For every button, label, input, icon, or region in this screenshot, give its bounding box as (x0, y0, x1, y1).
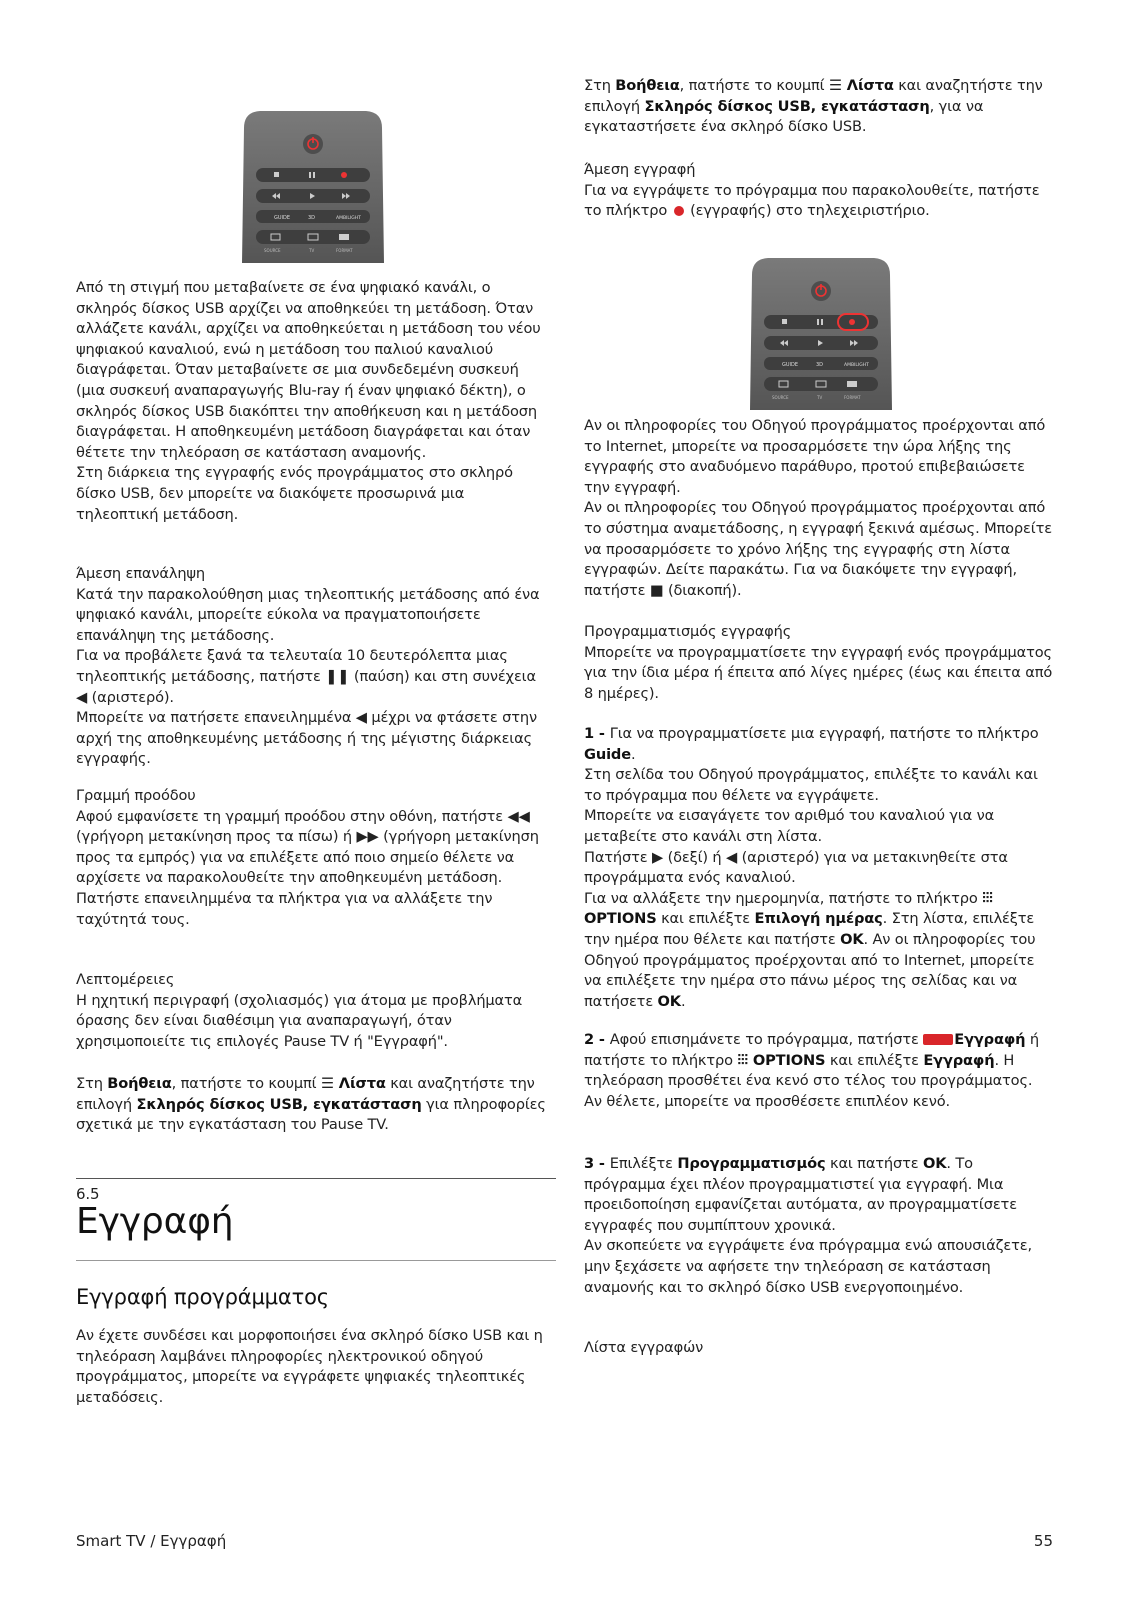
step-1-paragraph-5 (584, 889, 1054, 1013)
text-run: και επιλέξτε (825, 1051, 924, 1069)
details-block (76, 970, 546, 1052)
text-run: Πατήστε (584, 848, 652, 866)
text-run: και αναζητήστε την επιλογή (76, 1075, 535, 1113)
instant-replay-paragraph-3 (76, 708, 546, 770)
intro-paragraph: Από τη στιγμή που μεταβαίνετε σε ένα ψηφιακό κανάλι, ο σκληρός δίσκος USB αρχίζει να αποθηκεύει τη μετάδοση. Όταν αλλάζετε κανάλι, αρχίζει να αποθηκεύεται η μετάδοση του νέου ψηφιακού καναλιού, ενώ η μετάδοση του παλιού καναλιού διαγράφεται. Όταν μεταβαίνετε σε μια συνδεδεμένη συσκευή (μια συσκευή αναπαραγωγής Blu-ray ή έναν ψηφιακό δέκτη), ο σκληρός δίσκος USB διακόπτει την αποθήκευση και η μετάδοση διαγράφεται. Η αποθηκευμένη μετάδοση διαγράφεται και όταν θέτετε την τηλεόραση σε κατάσταση αναμονής. (76, 279, 541, 461)
options-key-label: OPTIONS (584, 910, 657, 928)
section-rule (76, 1178, 556, 1179)
stop-icon: ■ (649, 581, 664, 599)
record-option-label: Εγγραφή (923, 1051, 995, 1069)
step-3-paragraph (584, 1154, 1054, 1236)
text-run: και αναζητήστε την επιλογή (584, 77, 1043, 115)
progress-bar-paragraph (76, 807, 546, 931)
text-run: Αφού εμφανίσετε τη γραμμή προόδου στην οθόνη, πατήστε (76, 807, 508, 825)
text-run: . (994, 1051, 999, 1069)
details-title: Λεπτομέρειες (76, 971, 175, 988)
guide-info-block (584, 416, 1054, 601)
step-number: 2 - (584, 1031, 610, 1048)
text-run: (δεξί) ή (663, 848, 727, 866)
details-paragraph: Η ηχητική περιγραφή (σχολιασμός) για άτομα με προβλήματα όρασης δεν είναι διαθέσιμη για αναπαραγωγή, όταν χρησιμοποιείτε τις επιλογές Pause TV ή "Εγγραφή". (76, 991, 523, 1050)
guide-key-label: Guide (584, 745, 631, 763)
remote-guide-label: GUIDE (274, 215, 291, 221)
remote-guide-label: GUIDE (782, 362, 799, 368)
step-2-block (584, 1030, 1054, 1112)
text-run: (διακοπή). (663, 581, 742, 599)
options-key-label: OPTIONS (752, 1051, 826, 1069)
recordings-list-block (584, 1338, 1054, 1359)
schedule-paragraph: Μπορείτε να προγραμματίσετε την εγγραφή ενός προγράμματος για την ίδια μέρα ή έπειτα από λίγες ημέρες (έως και έπειτα από 8 ημέρες). (584, 643, 1053, 702)
usb-install-link: Σκληρός δίσκος USB, εγκατάσταση (644, 97, 930, 115)
select-day-label: Επιλογή ημέρας (754, 910, 883, 928)
text-run: (αριστερό) για να μετακινηθείτε στα προγράμματα ενός καναλιού. (584, 848, 1008, 887)
text-run: και επιλέξτε (656, 910, 755, 928)
ok-key-label: OK (923, 1155, 947, 1172)
intro-paragraph-2: Στη διάρκεια της εγγραφής ενός προγράμματος στο σκληρό δίσκο USB, δεν μπορείτε να διακόψετε προσωρινά μια τηλεοπτική μετάδοση. (76, 464, 513, 523)
guide-info-paragraph-1: Αν οι πληροφορίες του Οδηγού προγράμματος προέρχονται από το Internet, μπορείτε να προσαρμόσετε την ώρα λήξης της εγγραφής στο αναδυόμενο παράθυρο, προτού επιβεβαιώσετε την εγγραφή. (584, 417, 1046, 496)
list-icon: ☰ (320, 1075, 339, 1092)
progress-bar-title: Γραμμή προόδου (76, 787, 196, 804)
remote-format-label: FORMAT (336, 248, 353, 253)
text-run: . Αν οι πληροφορίες του Οδηγού προγράμματος προέρχονται από το Internet, μπορείτε να επιλέξετε την ημέρα στο πάνω μέρος της σελίδας και να πατήσετε (584, 930, 1036, 1010)
record-icon (674, 206, 684, 216)
help-block (76, 1074, 546, 1136)
text-run: Στη (584, 77, 616, 94)
text-run: (εγγραφής) στο τηλεχειριστήριο. (685, 202, 930, 220)
right-help-block (584, 76, 1054, 138)
record-icon (849, 319, 855, 325)
text-run: και πατήστε (825, 1155, 923, 1172)
text-run: (αριστερό). (87, 688, 174, 706)
help-paragraph (76, 1074, 546, 1136)
text-run: ή πατήστε το πλήκτρο (584, 1031, 1039, 1069)
left-arrow-icon: ◀ (726, 848, 738, 866)
section-rule-bottom (76, 1260, 556, 1261)
record-intro-paragraph: Αν έχετε συνδέσει και μορφοποιήσει ένα σκληρό δίσκο USB και η τηλεόραση λαμβάνει πληροφορίες ηλεκτρονικού οδηγού προγράμματος, μπορείτε να εγγράφετε ψηφιακές τηλεοπτικές μεταδόσεις. (76, 1327, 543, 1406)
footer-breadcrumb: Smart TV / Εγγραφή (76, 1532, 227, 1550)
step-1-paragraph-2: Στη σελίδα του Οδηγού προγράμματος, επιλέξτε το κανάλι και το πρόγραμμα που θέλετε να εγγράψετε. (584, 766, 1038, 804)
text-run: Αν οι πληροφορίες του Οδηγού προγράμματος προέρχονται από το σύστημα αναμετάδοσης, η εγγραφή ξεκινά αμέσως. Μπορείτε να προσαρμόσετε το χρόνο λήξης της εγγραφής στη λίστα εγγραφών. Δείτε παρακάτω. Για να διακόψετε την εγγραφή, πατήστε (584, 499, 1052, 599)
format-icon (339, 234, 349, 240)
intro-block (76, 278, 546, 525)
remote-source-label: SOURCE (772, 395, 789, 400)
text-run: , πατήστε το κουμπί (171, 1075, 321, 1092)
help-link: Βοήθεια (107, 1075, 172, 1092)
text-run: για πληροφορίες σχετικά με την εγκατάσταση του Pause TV. (76, 1095, 546, 1134)
stop-icon (782, 319, 787, 324)
progress-bar-block (76, 786, 546, 930)
instant-replay-block (76, 564, 546, 770)
left-arrow-icon: ◀ (355, 709, 367, 727)
list-link: Λίστα (846, 77, 894, 94)
remote-format-label: FORMAT (844, 395, 861, 400)
text-run: Για να εγγράψετε το πρόγραμμα που παρακολουθείτε, πατήστε το πλήκτρο (584, 181, 1040, 220)
schedule-label: Προγραμματισμός (677, 1155, 826, 1172)
text-run: Για να προγραμματίσετε μια εγγραφή, πατήστε το πλήκτρο (609, 725, 1039, 742)
text-run: Για να αλλάξετε την ημερομηνία, πατήστε το πλήκτρο (584, 889, 983, 907)
text-run: . (680, 992, 686, 1010)
step-3-block (584, 1154, 1054, 1298)
rewind-icon: ◀◀ (507, 807, 530, 825)
options-icon: ⫶⫶⫶ (982, 889, 993, 907)
pause-icon: ❚❚ (325, 667, 350, 685)
text-run: , για να εγκαταστήσετε ένα σκληρό δίσκο USB. (584, 97, 984, 136)
page-number: 55 (1033, 1532, 1053, 1550)
record-intro-block (76, 1326, 546, 1408)
record-icon (341, 172, 347, 178)
section-title: Εγγραφή (76, 1201, 234, 1242)
direct-record-block (584, 160, 1054, 222)
text-run: . (630, 745, 636, 763)
left-arrow-icon: ◀ (76, 688, 88, 706)
step-1-paragraph-4 (584, 848, 1054, 889)
stop-icon (274, 172, 279, 177)
text-run: Μπορείτε να πατήσετε επανειλημμένα (76, 709, 356, 727)
remote-ambilight-label: AMBILIGHT (844, 363, 869, 368)
remote-control-illustration (238, 108, 388, 263)
text-run: (παύση) και στη συνέχεια (349, 667, 536, 685)
remote-3d-label: 3D (308, 215, 316, 221)
ok-key-label: OK (840, 930, 864, 948)
red-key-icon (923, 1034, 953, 1045)
list-icon: ☰ (828, 77, 847, 94)
instant-replay-paragraph-1: Κατά την παρακολούθηση μιας τηλεοπτικής μετάδοσης από ένα ψηφιακό κανάλι, μπορείτε εύκολα να πραγματοποιήσετε επανάληψη της μετάδοσης. (76, 585, 540, 644)
step-number: 1 - (584, 725, 610, 742)
record-key-label: Εγγραφή (954, 1031, 1026, 1048)
text-run: Η τηλεόραση προσθέτει ένα κενό στο τέλος του προγράμματος. Αν θέλετε, μπορείτε να προσθέσετε επιπλέον κενό. (584, 1051, 1033, 1110)
subsection-title: Εγγραφή προγράμματος (76, 1285, 329, 1309)
schedule-title: Προγραμματισμός εγγραφής (584, 623, 792, 640)
text-run: (γρήγορη μετακίνηση προς τα εμπρός) για να επιλέξετε από ποιο σημείο θέλετε να αρχίσετε να παρακολουθείτε την αποθηκευμένη μετάδοση. Πατήστε επανειλημμένα τα πλήκτρα για να αλλάξετε την ταχύτητά τους. (76, 828, 539, 928)
text-run: , πατήστε το κουμπί (679, 77, 829, 94)
schedule-block (584, 622, 1054, 704)
recordings-list-title: Λίστα εγγραφών (584, 1339, 704, 1356)
remote-control-record-illustration (746, 255, 896, 410)
right-help-paragraph (584, 76, 1054, 138)
direct-record-paragraph (584, 181, 1054, 222)
step-1-block (584, 724, 1054, 1012)
step-3-paragraph-2: Αν σκοπεύετε να εγγράψετε ένα πρόγραμμα ενώ απουσιάζετε, μην ξεχάσετε να αφήσετε την τηλεόραση σε κατάσταση αναμονής και το σκληρό δίσκο USB ενεργοποιημένο. (584, 1237, 1033, 1296)
text-run: . Το πρόγραμμα έχει πλέον προγραμματιστεί για εγγραφή. Μια προειδοποίηση εμφανίζεται αυτόματα, αν προγραμματίσετε εγγραφές που συμπίπτουν χρονικά. (584, 1155, 1017, 1234)
help-link: Βοήθεια (615, 77, 680, 94)
instant-replay-paragraph-2 (76, 646, 546, 708)
step-number: 3 - (584, 1155, 610, 1172)
right-arrow-icon: ▶ (652, 848, 664, 866)
step-1-paragraph-3: Μπορείτε να εισαγάγετε τον αριθμό του καναλιού για να μεταβείτε στο κανάλι στη λίστα. (584, 807, 995, 845)
text-run: Για να προβάλετε ξανά τα τελευταία 10 δευτερόλεπτα μιας τηλεοπτικής μετάδοσης, πατήστε (76, 647, 508, 685)
usb-install-link: Σκληρός δίσκος USB, εγκατάσταση (136, 1095, 422, 1113)
text-run: Αφού επισημάνετε το πρόγραμμα, πατήστε (609, 1031, 924, 1048)
step-2-paragraph (584, 1030, 1054, 1112)
remote-tv-label: TV (309, 248, 315, 253)
text-run: Επιλέξτε (609, 1155, 678, 1172)
remote-ambilight-label: AMBILIGHT (336, 216, 361, 221)
options-icon: ⫶⫶⫶ (737, 1051, 753, 1069)
ok-key-label: OK (657, 992, 681, 1010)
format-icon (847, 381, 857, 387)
text-run: μέχρι να φτάσετε στην αρχή της αποθηκευμένης μετάδοσης ή της μέγιστης διάρκειας εγγραφής. (76, 709, 537, 768)
remote-tv-label: TV (817, 395, 823, 400)
fast-forward-icon: ▶▶ (356, 828, 379, 846)
list-link: Λίστα (338, 1075, 386, 1092)
section-number: 6.5 (76, 1185, 100, 1203)
text-run: . Στη λίστα, επιλέξτε την ημέρα που θέλετε και πατήστε (584, 910, 1035, 948)
step-1-paragraph (584, 724, 1054, 765)
guide-info-paragraph-2 (584, 498, 1054, 601)
remote-source-label: SOURCE (264, 248, 281, 253)
instant-replay-title: Άμεση επανάληψη (76, 565, 205, 582)
direct-record-title: Άμεση εγγραφή (584, 161, 696, 178)
remote-3d-label: 3D (816, 362, 824, 368)
text-run: Στη (76, 1075, 108, 1092)
text-run: (γρήγορη μετακίνηση προς τα πίσω) ή (76, 828, 357, 846)
